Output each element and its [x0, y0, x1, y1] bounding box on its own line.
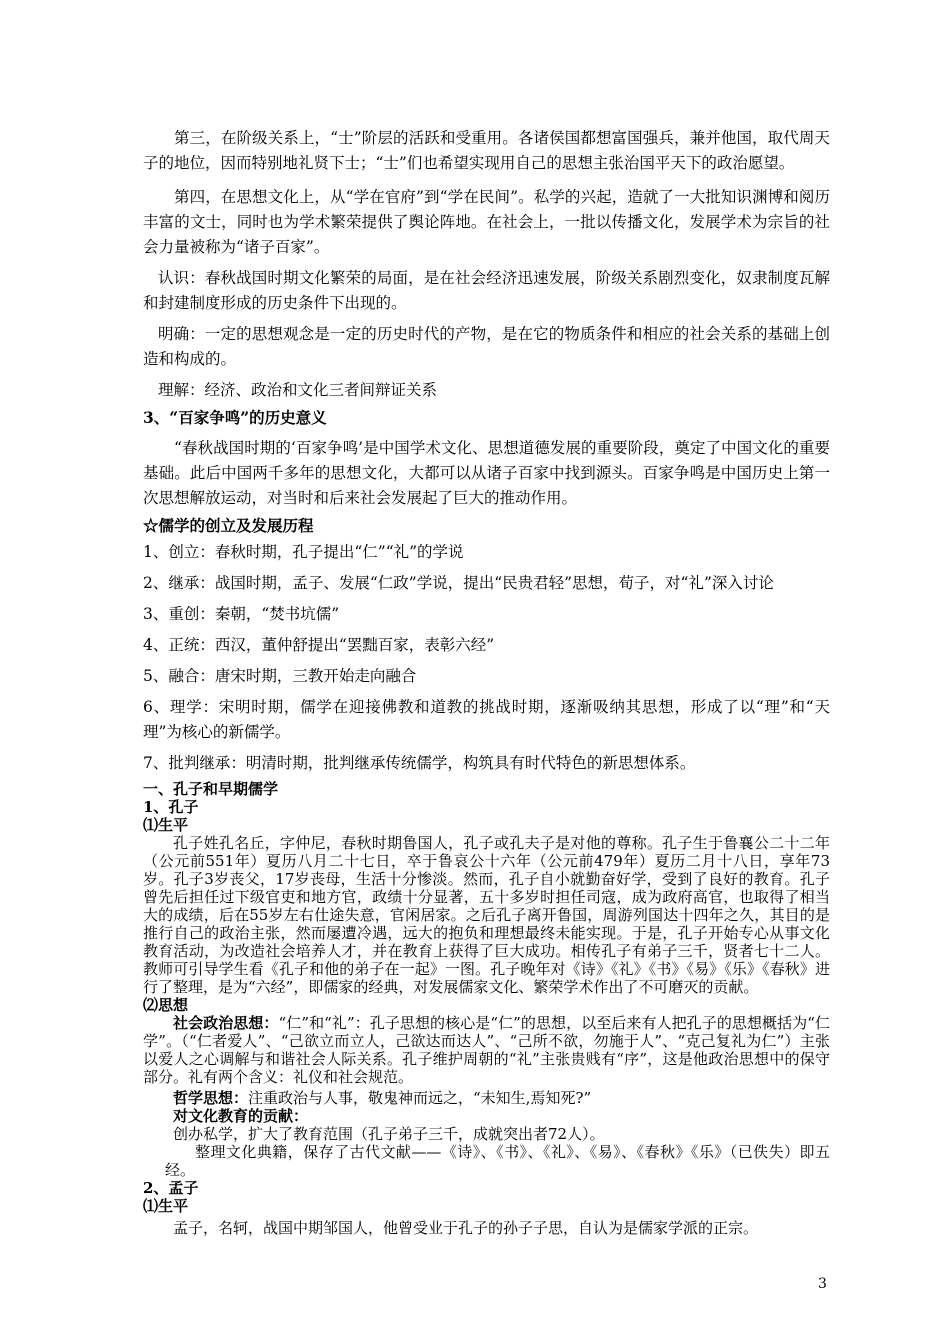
paragraph-meaning: “春秋战国时期的‘百家争鸣’是中国学术文化、思想道德发展的重要阶段，奠定了中国文化的重要基础。此后中国两千多年的思想文化，大都可以从诸子百家中找到源头。百家争鸣是中国历史上第一次思想解放运动，对当时和后来社会发展起了巨大的推动作用。: [143, 439, 830, 507]
heading-kongzi: 1、孔子: [143, 798, 199, 816]
philosophy-text: 注重政治与人事，敬鬼神而远之，“未知生,焉知死?”: [248, 1089, 592, 1107]
paragraph-edu-1: 创办私学，扩大了教育范围（孔子弟子三千，成就突出者72人）。: [173, 1125, 605, 1143]
philosophy-label: 哲学思想：: [173, 1089, 249, 1107]
page-content: [143, 126, 830, 1237]
list-item: 2、继承：战国时期，孟子、发展“仁政”学说，提出“民贵君轻”思想，荀子，对“礼”深入讨论: [143, 574, 774, 592]
paragraph-mingque: 明确：一定的思想观念是一定的历史时代的产物，是在它的物质条件和相应的社会关系的基础上创造和构成的。: [143, 325, 830, 368]
list-item: 5、融合：唐宋时期，三教开始走向融合: [143, 667, 417, 685]
heading-sixiang: ⑵思想: [143, 996, 189, 1014]
list-item: 7、批判继承：明清时期，批判继承传统儒学，构筑具有时代特色的新思想体系。: [143, 754, 696, 772]
paragraph-fourth: 第四，在思想文化上，从“学在官府”到“学在民间”。私学的兴起，造就了一大批知识渊博和阅历丰富的文士，同时也为学术繁荣提供了舆论阵地。在社会上，一批以传播文化，发展学术为宗旨的社会力量被称为“诸子百家”。: [143, 188, 830, 256]
paragraph-lijie: 理解：经济、政治和文化三者间辩证关系: [158, 381, 438, 399]
paragraph-edu-2: 整理文化典籍，保存了古代文献——《诗》、《书》、《礼》、《易》、《春秋》《乐》（已佚失）即五经。: [165, 1143, 830, 1179]
paragraph-third: 第三，在阶级关系上，“士”阶层的活跃和受重用。各诸侯国都想富国强兵，兼并他国，取代周天子的地位，因而特别地礼贤下士；“士”们也希望实现用自己的思想主张治国平天下的政治愿望。: [143, 129, 830, 172]
heading-shengping-2: ⑴生平: [143, 1197, 189, 1215]
paragraph-politics: [143, 1014, 830, 1086]
heading-confucianism: ☆儒学的创立及发展历程: [143, 516, 314, 535]
politics-label: 社会政治思想：: [173, 1014, 279, 1032]
politics-text: “仁”和“礼”：孔子思想的核心是“仁”的思想，以至后来有人把孔子的思想概括为“仁学”。（“仁者爱人”、“己欲立而立人，己欲达而达人”、“己所不欲，勿施于人”、“克己复礼为仁”）主张以爱人之心调解与和谐社会人际关系。孔子维护周朝的“礼”主张贵贱有“序”，这是他政治思想中的保守部分。礼有两个含义：礼仪和社会规范。: [143, 1014, 830, 1086]
paragraph-renshi: 认识：春秋战国时期文化繁荣的局面，是在社会经济迅速发展，阶级关系剧烈变化，奴隶制度瓦解和封建制度形成的历史条件下出现的。: [143, 269, 830, 312]
heading-mengzi: 2、孟子: [143, 1179, 199, 1197]
heading-education: 对文化教育的贡献：: [173, 1107, 309, 1125]
list-item: 1、创立：春秋时期，孔子提出“仁”“礼”的学说: [143, 543, 464, 561]
paragraph-philosophy: [143, 1089, 830, 1107]
heading-historical-meaning: 3、“百家争鸣”的历史意义: [143, 408, 327, 427]
paragraph-mengzi-bio: 孟子，名轲，战国中期邹国人，他曾受业于孔子的孙子子思，自认为是儒家学派的正宗。: [173, 1219, 759, 1237]
page-number: 3: [818, 1276, 827, 1292]
list-item: 3、重创：秦朝，“焚书坑儒”: [143, 605, 340, 623]
heading-shengping: ⑴生平: [143, 816, 189, 834]
list-item: 6、理学：宋明时期，儒学在迎接佛教和道教的挑战时期，逐渐吸纳其思想，形成了以“理”和“天理”为核心的新儒学。: [143, 698, 830, 741]
heading-part-one: 一、孔子和早期儒学: [143, 780, 279, 798]
list-item: 4、正统：西汉，董仲舒提出“罢黜百家，表彰六经”: [143, 636, 495, 654]
paragraph-kongzi-bio: 孔子姓孔名丘，字仲尼，春秋时期鲁国人，孔子或孔夫子是对他的尊称。孔子生于鲁襄公二十二年（公元前551年）夏历八月二十七日，卒于鲁哀公十六年（公元前479年）夏历二月十八日，享年73岁。孔子3岁丧父，17岁丧母，生活十分惨淡。然而，孔子自小就勤奋好学，受到了良好的教育。孔子曾先后担任过下级官吏和地方官，政绩十分显著，五十多岁时担任司寇，成为政府高官，也取得了相当大的成绩，后在55岁左右仕途失意，官闲居家。之后孔子离开鲁国，周游列国达十四年之久，其目的是推行自己的政治主张，然而屡遭冷遇，远大的抱负和理想最终未能实现。于是，孔子开始专心从事文化教育活动，为改造社会培养人才，并在教育上获得了巨大成功。相传孔子有弟子三千，贤者七十二人。教师可引导学生看《孔子和他的弟子在一起》一图。孔子晚年对《诗》《礼》《书》《易》《乐》《春秋》进行了整理，是为“六经”，即儒家的经典，对发展儒家文化、繁荣学术作出了不可磨灭的贡献。: [143, 834, 830, 996]
